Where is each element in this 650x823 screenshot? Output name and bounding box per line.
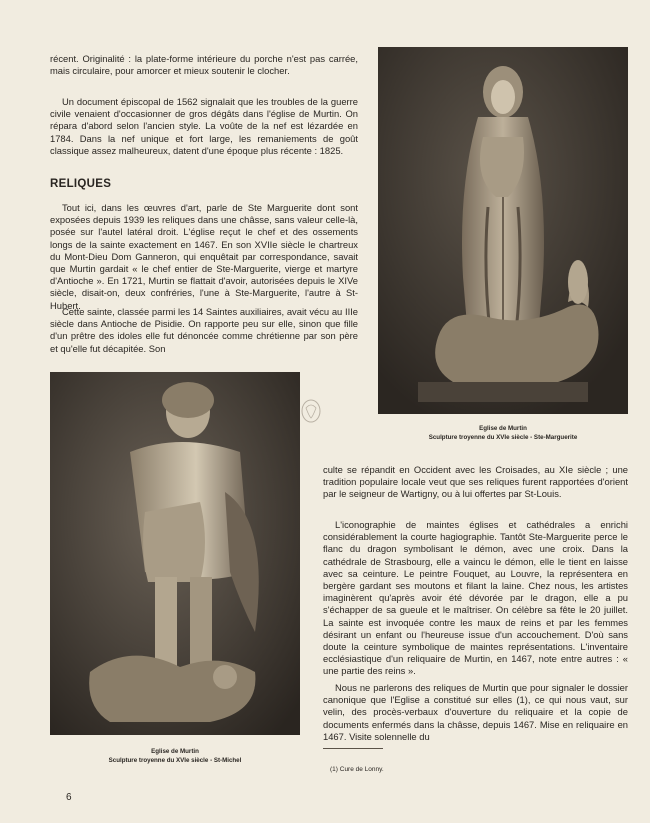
section-heading-reliques: RELIQUES — [50, 178, 112, 190]
footnote: (1) Cure de Lonny. — [330, 766, 384, 773]
footnote-divider — [323, 748, 383, 749]
paragraph-document-episcopal: Un document épiscopal de 1562 signalait que les troubles de la guerre civile venaient d'occasionner de gros dégâts dans l'église de Murtin. On répara d'abord selon l'ancien style. La voûte de la nef est lézardée en 1784. Dans la nef unique et fort large, les remaniements de goût classique assez malheureux, datent d'une époque plus récente : 1825. — [50, 96, 358, 156]
library-stamp-icon — [300, 398, 322, 424]
paragraph-porche: récent. Originalité : la plate-forme intérieure du porche n'est pas carrée, mais circulaire, pour amorcer et mieux soutenir le clocher. — [50, 53, 358, 77]
paragraph-iconographie: L'iconographie de maintes églises et cathédrales a enrichi considérablement la courte hagiographie. Tantôt Ste-Marguerite perce le flanc du dragon symbolisant le démon, avec une croix. Dans la cathédrale de Strasbourg, elle a vaincu le démon, elle le tient en laisse avec sa ceinture. Le peintre Fouquet, au Louvre, la représentera en bergère gardant ses moutons et filant la laine. Chez nous, les artistes imaginèrent qu'après avoir été dévorée par le dragon, elle a pu s'échapper de sa gueule et le maîtriser. On célèbre sa fête le 20 juillet. La sainte est invoquée contre les maux de reins et par les femmes désirant un enfant ou l'heureuse issue d'un accouchement. D'où sans doute la ceinture symbolique de maintes représentations. L'inventaire ecclésiastique d'un reliquaire de Murtin, en 1467, note entre autres : « une partie des reins ». — [323, 519, 628, 677]
photo-ste-marguerite — [378, 47, 628, 414]
caption-left-line2: Sculpture troyenne du XVIe siècle - St-Michel — [108, 757, 242, 764]
paragraph-dossier-canonique: Nous ne parlerons des reliques de Murtin que pour signaler le dossier canonique que l'Eglise a constitué sur elles (1), ce qui nous vaut, sur velin, des procès-verbaux d'ouverture du reliquaire et la copie de documents enfermés dans la châsse, depuis 1467. Mise en reliquaire en 1467. Visite solennelle du — [323, 682, 628, 742]
page-number: 6 — [66, 792, 72, 803]
caption-ste-marguerite — [378, 424, 628, 442]
photo-st-michel — [50, 372, 300, 735]
paragraph-ste-marguerite: Tout ici, dans les œuvres d'art, parle de Ste Marguerite dont sont exposées depuis 1939 les reliques dans une châsse, sans valeur celle-là, posée sur l'autel latéral droit. L'église reçut le chef et des ossements longs de la sainte exactement en 1467. En son XVIIe siècle le chartreux du Mont-Dieu Dom Ganneron, qui enquêtait par correspondance, savait que Murtin gardait « le chef entier de Ste-Marguerite, vierge et martyre d'Antioche ». En 1721, Murtin se flattait d'avoir, autorisées depuis le XIVe siècle, disait-on, deux confréries, l'une à Ste-Marguerite, l'autre à St-Hubert. — [50, 202, 358, 311]
caption-left-line1: Eglise de Murtin — [151, 748, 199, 755]
caption-right-line2: Sculpture troyenne du XVIe siècle - Ste-Marguerite — [428, 434, 578, 441]
st-michel-statue-image — [50, 372, 300, 735]
caption-right-line1: Eglise de Murtin — [479, 425, 527, 432]
caption-st-michel — [50, 747, 300, 765]
paragraph-sainte-auxiliaire: Cette sainte, classée parmi les 14 Saintes auxiliaires, avait vécu au IIIe siècle dans Antioche de Pisidie. On rapporte peu sur elle, sinon que fille d'un prêtre des idoles elle fut dénoncée comme chrétienne par son père et qu'elle fut décapitée. Son — [50, 306, 358, 354]
paragraph-culte-occident: culte se répandit en Occident avec les Croisades, au XIe siècle ; une tradition populaire locale veut que ses reliques furent rapportées d'orient par le seigneur de Wartigny, ou à lui offertes par St-Louis. — [323, 464, 628, 500]
ste-marguerite-statue-image — [378, 47, 628, 414]
